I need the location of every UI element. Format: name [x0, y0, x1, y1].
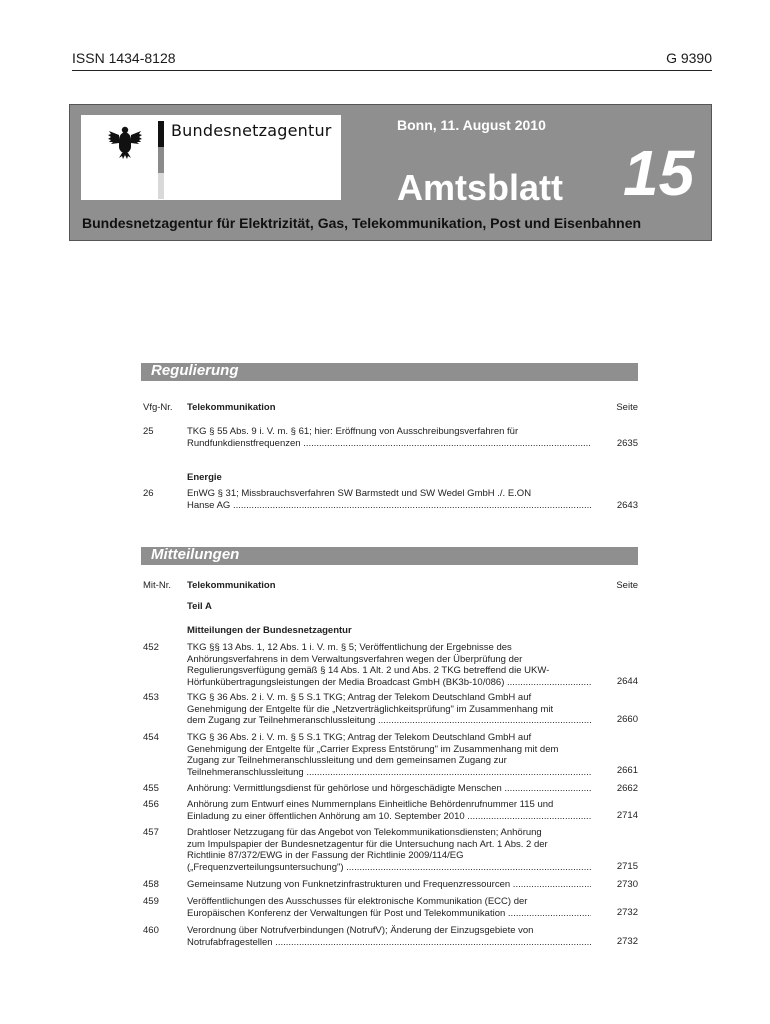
entry-line: Richtlinie 87/372/EWG in der Fassung der Richtlinie 2009/114/EG: [187, 850, 464, 861]
entry-line-leader: Rundfunkdienstfrequenzen .....: [187, 438, 591, 450]
part-heading: Teil A: [187, 601, 212, 612]
entry-number: 26: [143, 488, 154, 499]
entry-line: Anhörungsverfahrens in dem Verwaltungsverfahren wegen der Überprüfung der: [187, 653, 523, 665]
entry-number: 456: [143, 799, 159, 810]
postal-code: G 9390: [666, 50, 712, 66]
entry-page: 2635: [616, 438, 638, 449]
entry-page: 2662: [616, 783, 638, 794]
entry-page: 2732: [616, 936, 638, 947]
entry-line-leader: Hörfunkübertragungsleistungen der Media Broadcast GmbH (BK3b-10/086) .....: [187, 677, 591, 689]
group-heading: Telekommunikation: [187, 580, 276, 591]
entry-line: TKG § 55 Abs. 9 i. V. m. § 61; hier: Eröffnung von Ausschreibungsverfahren für: [187, 426, 519, 437]
col-page-header: Seite: [616, 402, 638, 413]
entry-line: Zugang zur Teilnehmeranschlussleitung und dem gemeinsamen Zugang zur: [187, 755, 507, 766]
entry-line-leader: Europäischen Konferenz der Verwaltungen für Post und Telekommunikation .....: [187, 908, 591, 920]
entry-page: 2643: [616, 500, 638, 511]
entry-page: 2732: [616, 907, 638, 918]
logo-box: [81, 115, 341, 200]
toc-entry[interactable]: [187, 642, 591, 688]
entry-line: Veröffentlichungen des Ausschusses für elektronische Kommunikation (ECC) der: [187, 896, 528, 907]
toc-entry[interactable]: [187, 799, 591, 822]
entry-number: 457: [143, 827, 159, 838]
top-rule: [72, 50, 712, 71]
sub-heading: Mitteilungen der Bundesnetzagentur: [187, 625, 352, 636]
entry-line: Anhörung zum Entwurf eines Nummernplans Einheitliche Behördenrufnummer 115 und: [187, 799, 554, 810]
entry-line: TKG § 36 Abs. 2 i. V. m. § 5 S.1 TKG; Antrag der Telekom Deutschland GmbH auf: [187, 692, 532, 703]
entry-number: 455: [143, 783, 159, 794]
issue-date: Bonn, 11. August 2010: [397, 117, 546, 133]
entry-number: 459: [143, 896, 159, 907]
agency-logo-text: Bundesnetzagentur: [171, 121, 332, 140]
entry-number: 452: [143, 642, 159, 653]
group-heading: Telekommunikation: [187, 402, 276, 413]
entry-page: 2714: [616, 810, 638, 821]
entry-number: 458: [143, 879, 159, 890]
federal-eagle-icon: [107, 123, 143, 159]
col-nr-header: Vfg-Nr.: [143, 402, 173, 413]
entry-line-leader: Anhörung: Vermittlungsdienst für gehörlose und hörgeschädigte Menschen .....: [187, 783, 591, 795]
section-title: Regulierung: [151, 362, 239, 379]
entry-number: 453: [143, 692, 159, 703]
toc-entry[interactable]: [187, 827, 591, 873]
entry-line-leader: („Frequenzverteilungsuntersuchung") .....: [187, 862, 591, 874]
toc-entry[interactable]: [187, 783, 591, 795]
entry-line: zum Impulspapier der Bundesnetzagentur für die Untersuchung nach Art. 1 Abs. 2 der: [187, 838, 548, 850]
flag-stripes: [158, 121, 164, 199]
entry-number: 454: [143, 732, 159, 743]
entry-page: 2730: [616, 879, 638, 890]
entry-line: EnWG § 31; Missbrauchsverfahren SW Barmstedt und SW Wedel GmbH ./. E.ON: [187, 488, 532, 499]
entry-line-leader: Gemeinsame Nutzung von Funknetzinfrastrukturen und Frequenzressourcen .....: [187, 879, 591, 891]
group-heading: Energie: [187, 472, 222, 483]
entry-page: 2715: [616, 861, 638, 872]
masthead: [69, 104, 712, 241]
toc-entry[interactable]: [187, 732, 591, 778]
issn-number: ISSN 1434-8128: [72, 50, 176, 66]
entry-line: Verordnung über Notrufverbindungen (NotrufV); Änderung der Einzugsgebiete von: [187, 925, 534, 936]
col-page-header: Seite: [616, 580, 638, 591]
section-title: Mitteilungen: [151, 546, 240, 563]
col-nr-header: Mit-Nr.: [143, 580, 171, 591]
toc-entry[interactable]: [187, 426, 591, 449]
entry-line: TKG §§ 13 Abs. 1, 12 Abs. 1 i. V. m. § 5; Veröffentlichung der Ergebnisse des: [187, 642, 512, 653]
entry-number: 25: [143, 426, 154, 437]
agency-subtitle: Bundesnetzagentur für Elektrizität, Gas, Telekommunikation, Post und Eisenbahnen: [82, 215, 642, 231]
toc-entry[interactable]: [187, 488, 591, 511]
entry-line-leader: Hanse AG .....: [187, 500, 591, 512]
issue-number: 15: [623, 137, 695, 209]
entry-line: Drahtloser Netzzugang für das Angebot von Telekommunikationsdiensten; Anhörung: [187, 827, 542, 838]
toc-entry[interactable]: [187, 879, 591, 891]
publication-title: Amtsblatt: [397, 167, 564, 208]
entry-page: 2644: [616, 676, 638, 687]
toc-entry[interactable]: [187, 896, 591, 919]
entry-line: Genehmigung der Entgelte für die „Netzverträglichkeitsprüfung" im Zusammenhang mit: [187, 703, 554, 715]
entry-page: 2661: [616, 765, 638, 776]
entry-number: 460: [143, 925, 159, 936]
section-regulierung: [141, 363, 638, 381]
entry-line-leader: Teilnehmeranschlussleitung .....: [187, 767, 591, 779]
section-mitteilungen: [141, 547, 638, 565]
toc-entry[interactable]: [187, 692, 591, 727]
entry-line-leader: dem Zugang zur Teilnehmeranschlussleitung .....: [187, 715, 591, 727]
toc-entry[interactable]: [187, 925, 591, 948]
entry-line: TKG § 36 Abs. 2 i. V. m. § 5 S.1 TKG; Antrag der Telekom Deutschland GmbH auf: [187, 732, 532, 743]
entry-line: Regulierungsverfügung gemäß § 14 Abs. 1 Alt. 2 und Abs. 2 TKG betreffend die UKW-: [187, 665, 550, 676]
entry-line-leader: Einladung zu einer öffentlichen Anhörung am 10. September 2010 .....: [187, 811, 591, 823]
entry-page: 2660: [616, 714, 638, 725]
entry-line-leader: Notrufabfragestellen .....: [187, 937, 591, 949]
entry-line: Genehmigung der Entgelte für „Carrier Express Entstörung" im Zusammenhang mit dem: [187, 743, 559, 755]
